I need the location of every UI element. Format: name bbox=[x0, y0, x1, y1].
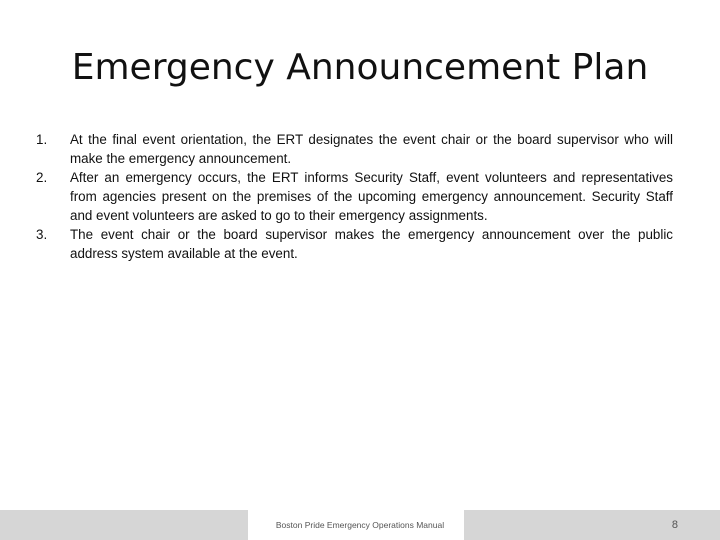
numbered-list bbox=[36, 130, 673, 263]
list-item bbox=[36, 130, 673, 168]
list-item-text: After an emergency occurs, the ERT informs Security Staff, event volunteers and representatives from agencies present on the premises of the upcoming emergency announcement. Security Staff and event volunteers are asked to go to their emergency assignments. bbox=[70, 170, 673, 223]
slide-title: Emergency Announcement Plan bbox=[71, 47, 649, 88]
list-item-text: At the final event orientation, the ERT designates the event chair or the board supervisor who will make the emergency announcement. bbox=[70, 132, 673, 166]
list-item-text: The event chair or the board supervisor makes the emergency announcement over the public address system available at the event. bbox=[70, 227, 673, 261]
footer-manual-title: Boston Pride Emergency Operations Manual bbox=[275, 520, 445, 530]
list-item bbox=[36, 225, 673, 263]
footer-bar bbox=[0, 510, 720, 540]
list-item-number: 2. bbox=[36, 170, 48, 185]
page-number: 8 bbox=[671, 519, 678, 531]
list-item bbox=[36, 168, 673, 225]
list-item-number: 1. bbox=[36, 132, 48, 147]
list-item-number: 3. bbox=[36, 227, 48, 242]
